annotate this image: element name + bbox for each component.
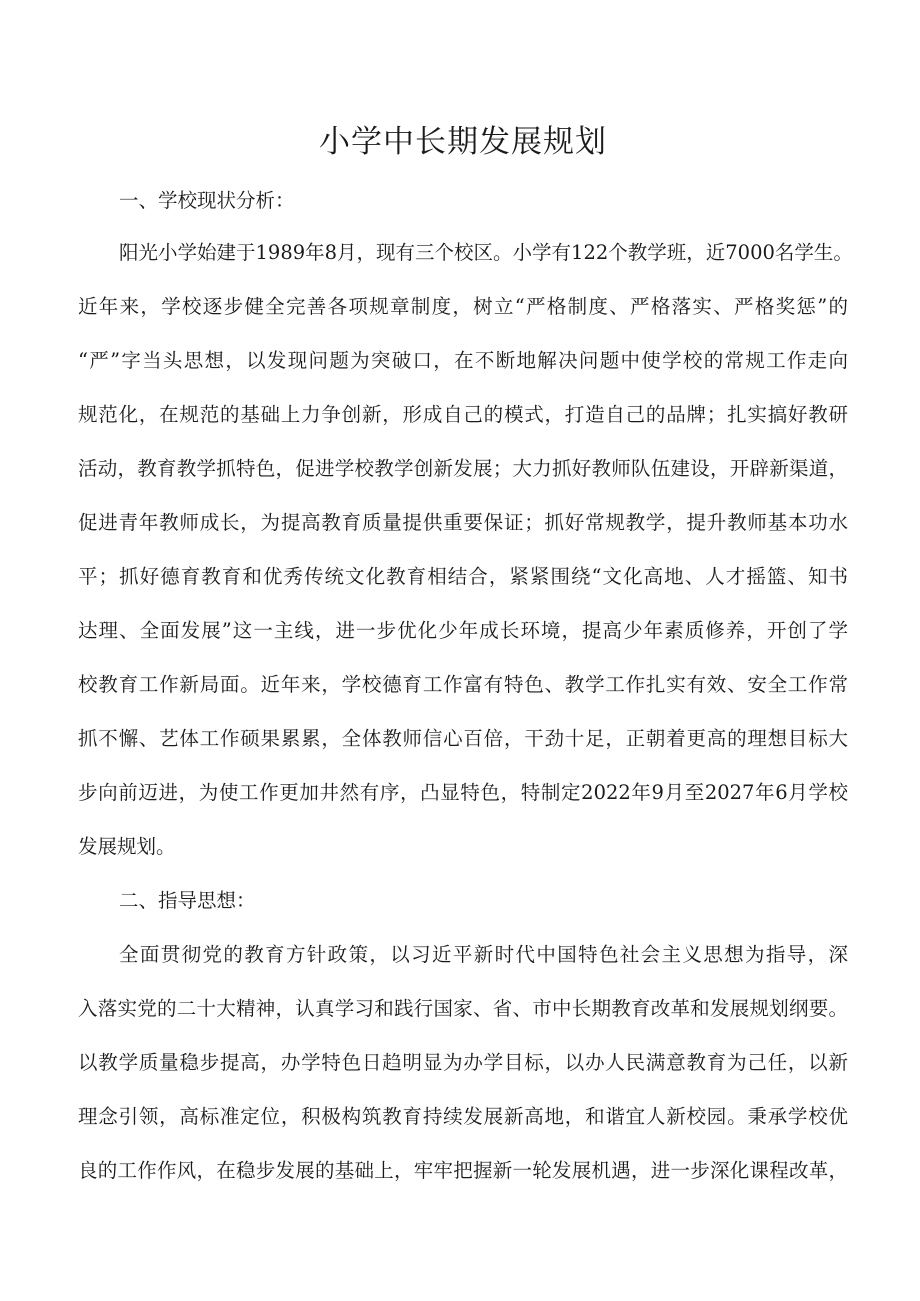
document-title: 小学中长期发展规划 (319, 124, 607, 160)
paragraph-line: 良的工作作风，在稳步发展的基础上，牢牢把握新一轮发展机遇，进一步深化课程改革， (78, 1159, 848, 1182)
paragraph-line: 校教育工作新局面。近年来，学校德育工作富有特色、教学工作扎实有效、安全工作常 (78, 673, 848, 696)
paragraph-line: 全面贯彻党的教育方针政策，以习近平新时代中国特色社会主义思想为指导，深 (119, 943, 848, 966)
paragraph-line: 达理、全面发展”这一主线，进一步优化少年成长环境，提高少年素质修养，开创了学 (78, 619, 848, 642)
paragraph-line: 入落实党的二十大精神，认真学习和践行国家、省、市中长期教育改革和发展规划纲要。 (78, 997, 848, 1020)
paragraph-line: 近年来，学校逐步健全完善各项规章制度，树立“严格制度、严格落实、严格奖惩”的 (78, 295, 848, 318)
paragraph-line: 规范化，在规范的基础上力争创新，形成自己的模式，打造自己的品牌；扎实搞好教研 (78, 403, 848, 426)
paragraph-line: 抓不懈、艺体工作硕果累累，全体教师信心百倍，干劲十足，正朝着更高的理想目标大 (78, 727, 848, 750)
section-heading-status-analysis: 一、学校现状分析： (119, 189, 295, 212)
paragraph-line: 发展规划。 (78, 835, 176, 858)
paragraph-line: 活动，教育教学抓特色，促进学校教学创新发展；大力抓好教师队伍建设，开辟新渠道， (78, 457, 848, 480)
paragraph-line: 步向前迈进，为使工作更加井然有序，凸显特色，特制定2022年9月至2027年6月学校 (78, 781, 848, 804)
paragraph-line: 促进青年教师成长，为提高教育质量提供重要保证；抓好常规教学，提升教师基本功水 (78, 511, 848, 534)
paragraph-line: 以教学质量稳步提高，办学特色日趋明显为办学目标，以办人民满意教育为己任，以新 (78, 1051, 848, 1074)
paragraph-line: 阳光小学始建于1989年8月，现有三个校区。小学有122个教学班，近7000名学生。 (119, 241, 853, 264)
section-heading-guiding-ideology: 二、指导思想： (119, 889, 256, 912)
paragraph-line: 平；抓好德育教育和优秀传统文化教育相结合，紧紧围绕“文化高地、人才摇篮、知书 (78, 565, 848, 588)
paragraph-line: “严”字当头思想，以发现问题为突破口，在不断地解决问题中使学校的常规工作走向 (78, 349, 848, 372)
paragraph-line: 理念引领，高标准定位，积极构筑教育持续发展新高地，和谐宜人新校园。秉承学校优 (78, 1105, 848, 1128)
